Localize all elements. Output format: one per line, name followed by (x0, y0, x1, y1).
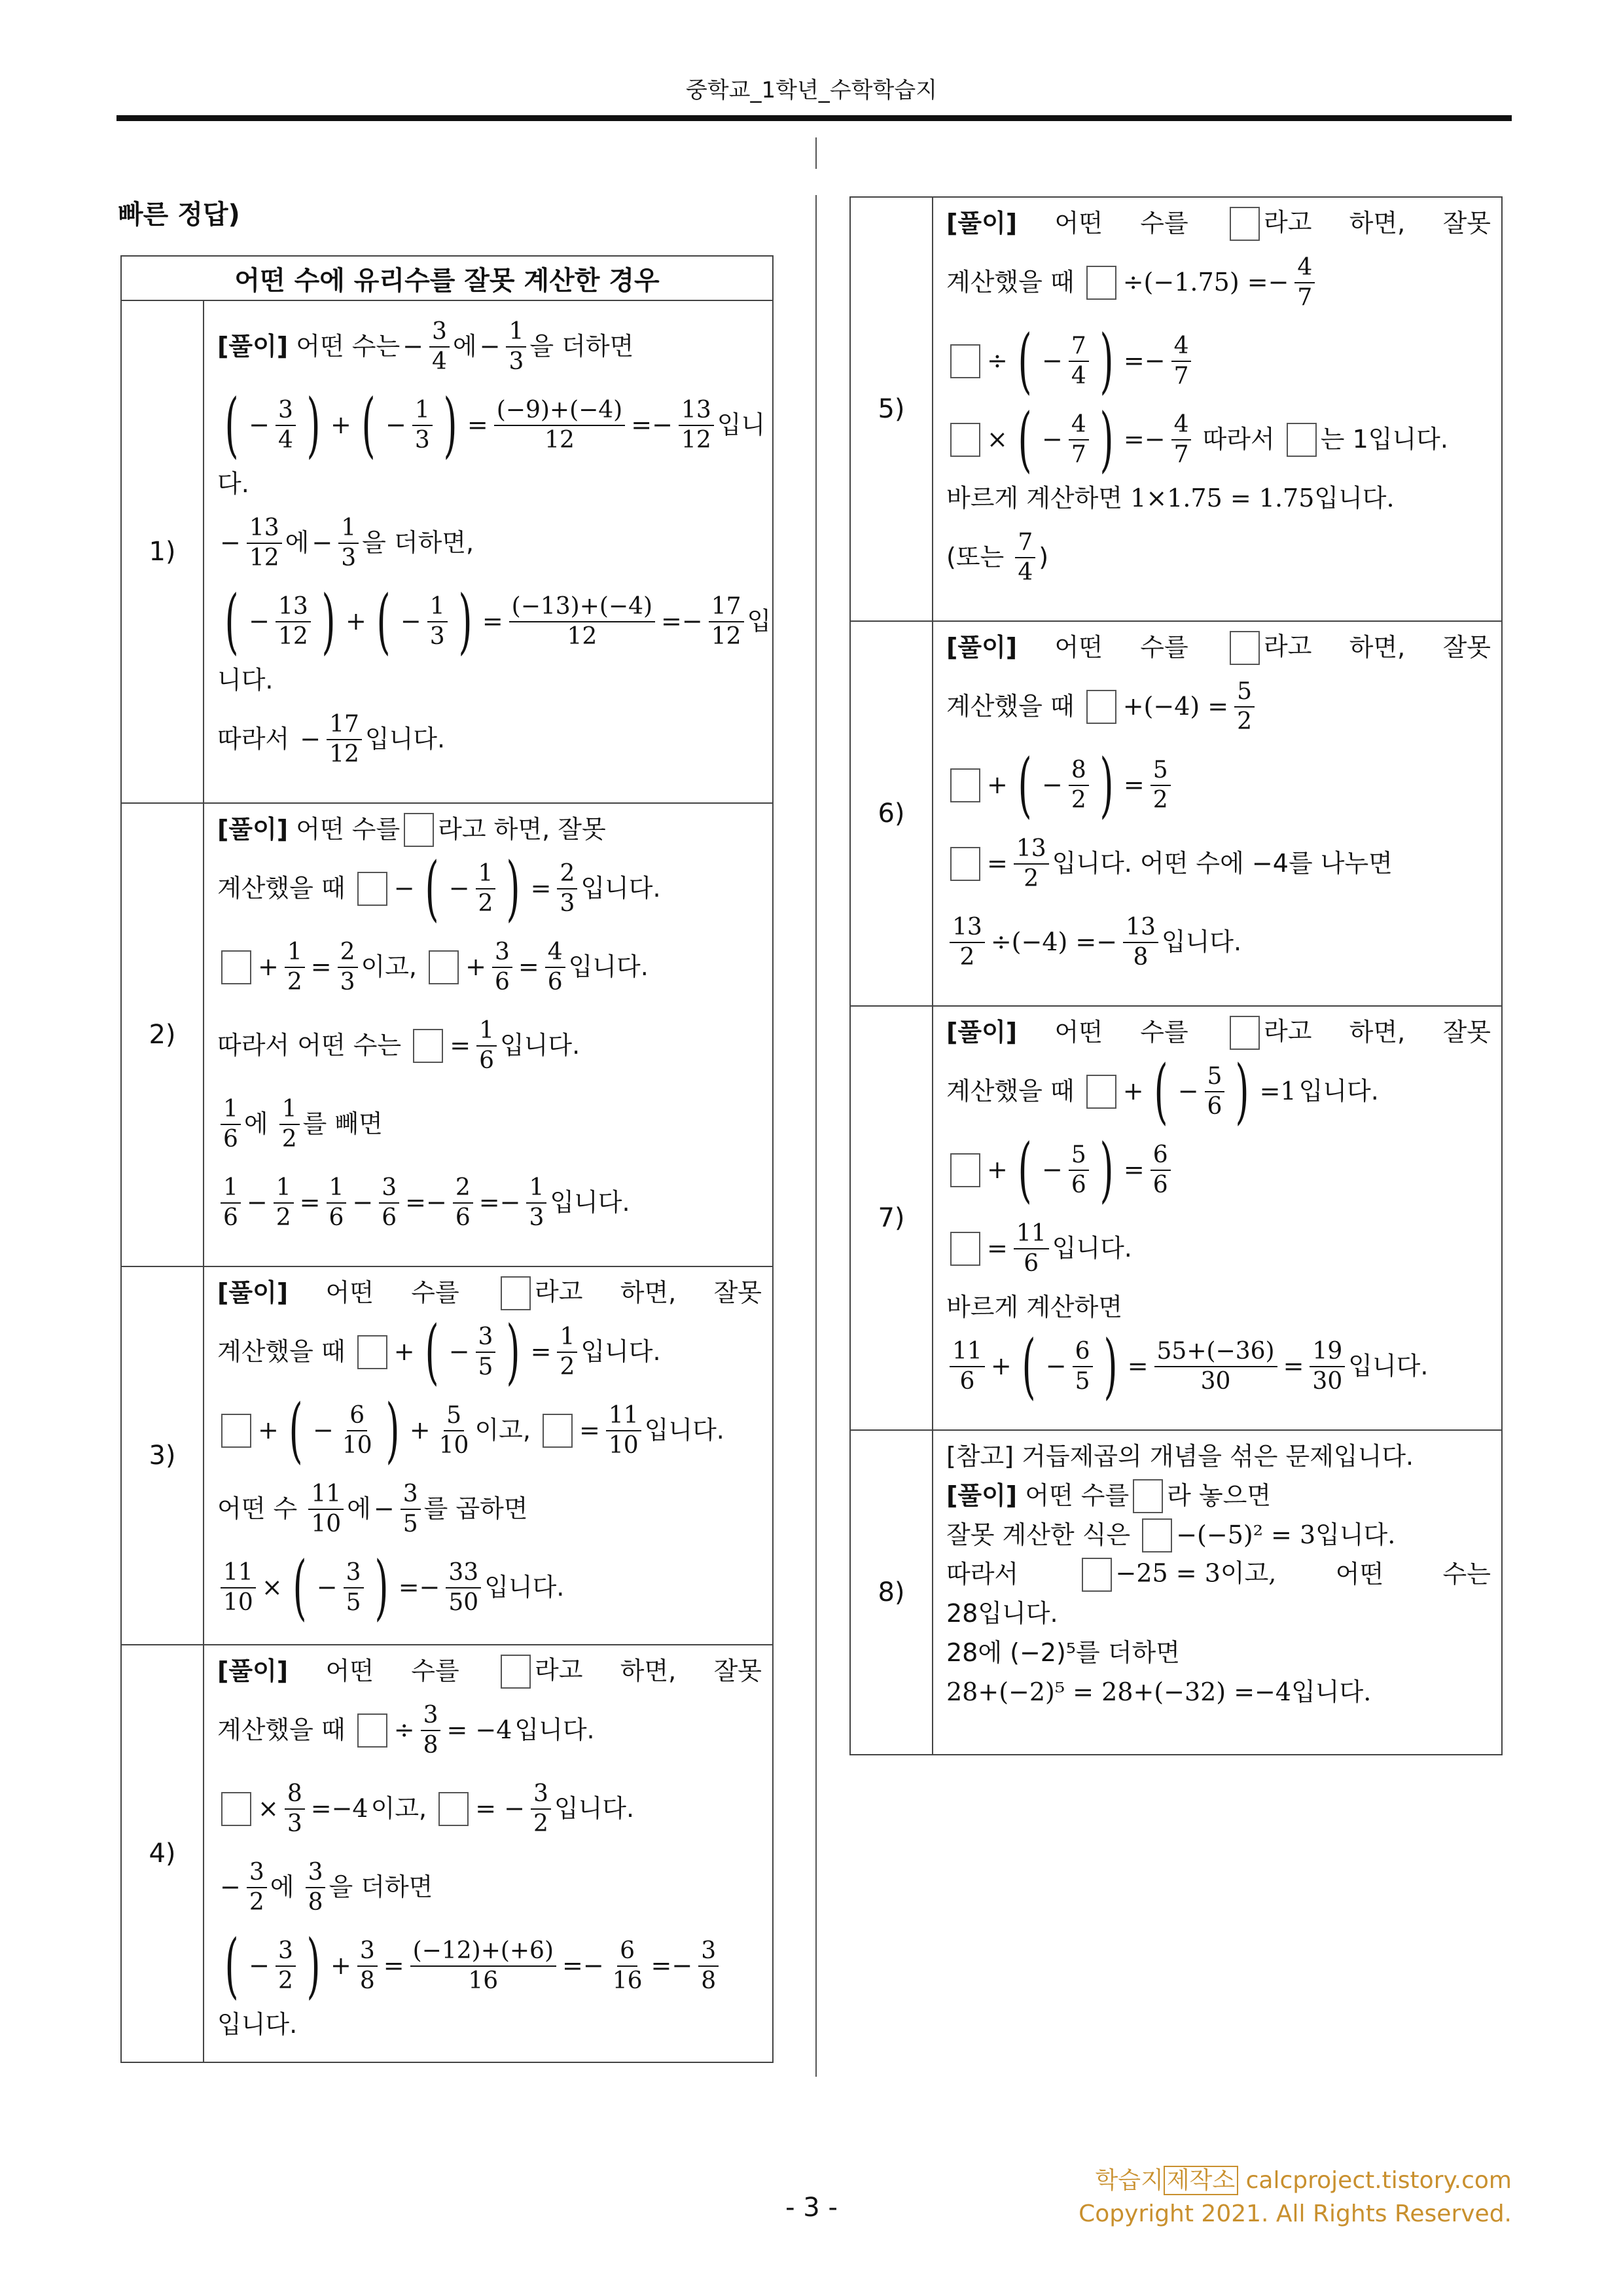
reference-tag: [참고] (946, 1442, 1014, 1471)
solution-line: × ( − $\frac{4}{7}$ ) =− $\frac{4}{7}$ 따라서 는 1입니다. (946, 403, 1501, 476)
solution-line: [풀이] 어떤 수를 라고 하면, 잘못 (946, 631, 1501, 665)
left-table-header: 어떤 수에 유리수를 잘못 계산한 경우 (121, 256, 773, 300)
solution-line: ( − $\frac{13}{12}$ ) + ( − $\frac{1}{3}$ ) = $\frac{(-13)+(-4)}{12}$ =− $\frac{17}{12}$ 입 (224, 580, 772, 662)
solution-line: + ( − $\frac{5}{6}$ ) = $\frac{6}{6}$ (946, 1134, 1501, 1207)
solution-line: ( − $\frac{3}{2}$ ) + $\frac{3}{8}$ = $\frac{(-12)+(+6)}{16}$ =− $\frac{6}{16}$ =− $\frac{3}{8}$ (217, 1929, 772, 2003)
solution-line: 잘못 계산한 식은 −(−5)² = 3입니다. (946, 1518, 1501, 1552)
solution-line: [풀이] 어떤 수를 라고 하면, 잘못 (946, 1016, 1501, 1050)
solution-cell (933, 621, 1502, 1006)
unknown-box (1082, 1558, 1112, 1592)
solution-line: 따라서 어떤 수는 = $\frac{1}{6}$ 입니다. (217, 1017, 580, 1074)
unknown-box (438, 1792, 469, 1826)
solution-line: 계산했을 때 − ( − $\frac{1}{2}$ ) = $\frac{2}{3}$ 입니다. (217, 847, 661, 929)
unknown-box (357, 1335, 387, 1369)
document-header-title: 중학교_1학년_수학학습지 (685, 77, 938, 103)
solution-line: 다. (217, 469, 249, 499)
footer-brand (1096, 2162, 1512, 2195)
problem-number: 6) (850, 621, 933, 1006)
solution-line: 28+(−2)⁵ = 28+(−32) =−4입니다. (946, 1677, 1372, 1707)
solution-line: 계산했을 때 ÷(−1.75) =− $\frac{4}{7}$ (946, 246, 1501, 319)
unknown-box (950, 1232, 980, 1266)
solution-line: [풀이] 어떤 수를 라고 하면, 잘못 (217, 1655, 772, 1689)
solution-line: $\frac{1}{6}$ 에 $\frac{1}{2}$ 를 빼면 (217, 1088, 772, 1161)
problem-row-5 (850, 197, 1502, 621)
unknown-box (950, 423, 980, 457)
unknown-box (1142, 1518, 1172, 1552)
solution-line: [풀이] 어떤 수를 라고 하면, 잘못 (217, 813, 772, 847)
problem-number: 4) (121, 1645, 204, 2062)
right-answer-table (849, 196, 1503, 1755)
brand-highlight: 제작소 (1164, 2166, 1238, 2195)
left-answer-table (120, 255, 774, 2063)
problem-row-6 (850, 621, 1502, 1006)
solution-line: = $\frac{13}{2}$ 입니다. 어떤 수에 −4를 나누면 (946, 827, 1501, 901)
solution-tag: [풀이] (217, 332, 289, 361)
solution-cell (933, 1006, 1502, 1430)
unknown-box (1086, 266, 1116, 300)
solution-line: 계산했을 때 + ( − $\frac{3}{5}$ ) = $\frac{1}{2}$ 입니다. (217, 1310, 661, 1393)
unknown-box (950, 1153, 980, 1187)
unknown-box (1086, 690, 1116, 724)
problem-number: 1) (121, 300, 204, 803)
solution-line: × $\frac{8}{3}$ =−4 이고, = − $\frac{3}{2}$ 입니다. (217, 1772, 772, 1846)
solution-cell (204, 1266, 773, 1645)
solution-line: [풀이] 어떤 수를 라고 하면, 잘못 (217, 1276, 772, 1310)
unknown-box (221, 950, 251, 984)
solution-line: $\frac{1}{6}$ − $\frac{1}{2}$ = $\frac{1}{6}$ − $\frac{3}{6}$ =− $\frac{2}{6}$ =− $\frac{1}{3}$ 입니다. (217, 1166, 772, 1240)
unknown-box (429, 950, 459, 984)
unknown-box (950, 344, 980, 378)
problem-number: 8) (850, 1430, 933, 1755)
solution-cell (204, 803, 773, 1266)
solution-line: 계산했을 때 +(−4) = $\frac{5}{2}$ (946, 670, 1501, 744)
header-rule (116, 115, 1512, 121)
solution-line: [풀이] 어떤 수를 라 놓으면 (946, 1479, 1501, 1513)
solution-line: $\frac{11}{6}$ + ( − $\frac{6}{5}$ ) = $\frac{55+(-36)}{30}$ = $\frac{19}{30}$ 입니다. (946, 1330, 1501, 1403)
solution-line: 바르게 계산하면 (946, 1293, 1123, 1322)
unknown-box (221, 1414, 251, 1448)
solution-line: [풀이] 어떤 수를 라고 하면, 잘못 (946, 207, 1501, 241)
unknown-box (950, 768, 980, 802)
solution-line: ( − $\frac{3}{4}$ ) + ( − $\frac{1}{3}$ ) = $\frac{(-9)+(-4)}{12}$ =− $\frac{13}{12}$ 입니 (224, 384, 766, 466)
problem-row-3 (121, 1266, 773, 1645)
problem-row-4 (121, 1645, 773, 2062)
solution-line: − $\frac{3}{2}$ 에 $\frac{3}{8}$ 을 더하면 (220, 1859, 433, 1916)
unknown-box (501, 1655, 531, 1689)
solution-line: [풀이] 어떤 수는 − $\frac{3}{4}$ 에 − $\frac{1}{3}$ 을 더하면 (217, 318, 634, 375)
solution-cell (204, 300, 773, 803)
solution-line: = $\frac{11}{6}$ 입니다. (946, 1212, 1501, 1285)
solution-line: + ( − $\frac{6}{10}$ ) + $\frac{5}{10}$ 이고, = $\frac{11}{10}$ 입니다. (217, 1394, 772, 1467)
problem-row-8 (850, 1430, 1502, 1755)
quick-answer-label: 빠른 정답) (118, 200, 240, 230)
solution-line: 28입니다. (946, 1599, 1058, 1628)
solution-line: 28에 (−2)⁵를 더하면 (946, 1638, 1180, 1668)
problem-row-1 (121, 300, 773, 803)
solution-line: 니다. (217, 666, 274, 695)
solution-cell (204, 1645, 773, 2062)
unknown-box (950, 847, 980, 881)
footer-site-link[interactable]: calcproject.tistory.com (1245, 2167, 1512, 2194)
solution-line: [참고] 거듭제곱의 개념을 섞은 문제입니다. (946, 1442, 1414, 1471)
footer-copyright: Copyright 2021. All Rights Reserved. (1079, 2200, 1512, 2227)
unknown-box (501, 1276, 531, 1310)
unknown-box (413, 1029, 443, 1063)
unknown-box (221, 1792, 251, 1826)
solution-line: (또는 $\frac{7}{4}$ ) (946, 529, 1049, 586)
solution-line: 따라서 − $\frac{17}{12}$ 입니다. (217, 711, 446, 768)
solution-line: ÷ ( − $\frac{7}{4}$ ) =− $\frac{4}{7}$ (946, 325, 1501, 398)
solution-line: 계산했을 때 ÷ $\frac{3}{8}$ = −4 입니다. (217, 1702, 595, 1759)
solution-line: + ( − $\frac{8}{2}$ ) = $\frac{5}{2}$ (946, 749, 1501, 822)
solution-line: + $\frac{1}{2}$ = $\frac{2}{3}$ 이고, + $\frac{3}{6}$ = $\frac{4}{6}$ 입니다. (217, 931, 772, 1004)
solution-line: 바르게 계산하면 1×1.75 = 1.75입니다. (946, 484, 1395, 513)
problem-number: 3) (121, 1266, 204, 1645)
unknown-box (404, 813, 434, 847)
unknown-box (1230, 1016, 1260, 1050)
unknown-box (543, 1414, 573, 1448)
solution-line: 어떤 수 $\frac{11}{10}$ 에 − $\frac{3}{5}$ 를 곱하면 (217, 1480, 528, 1537)
solution-cell (933, 1430, 1502, 1755)
unknown-box (357, 872, 387, 906)
problem-row-7 (850, 1006, 1502, 1430)
solution-cell (933, 197, 1502, 621)
unknown-box (1230, 631, 1260, 665)
solution-line: − $\frac{13}{12}$ 에 − $\frac{1}{3}$ 을 더하면, (220, 514, 474, 571)
solution-line: $\frac{13}{2}$ ÷(−4) =− $\frac{13}{8}$ 입니다. (946, 906, 1501, 979)
unknown-box (1086, 1075, 1116, 1109)
solution-line: 입니다. (217, 2010, 298, 2039)
solution-line: 따라서 −25 = 3이고, 어떤 수는 (946, 1558, 1501, 1592)
page-number: - 3 - (785, 2193, 838, 2223)
problem-number: 2) (121, 803, 204, 1266)
unknown-box (357, 1713, 387, 1748)
column-divider (815, 195, 817, 2077)
solution-line: $\frac{11}{10}$ × ( − $\frac{3}{5}$ ) =− $\frac{33}{50}$ 입니다. (217, 1551, 772, 1624)
unknown-box (1133, 1479, 1163, 1513)
problem-row-2 (121, 803, 773, 1266)
unknown-box (1287, 423, 1317, 457)
problem-number: 5) (850, 197, 933, 621)
unknown-box (1230, 207, 1260, 241)
solution-line: 계산했을 때 + ( − $\frac{5}{6}$ ) =1 입니다. (946, 1050, 1379, 1132)
problem-number: 7) (850, 1006, 933, 1430)
column-divider-tick (815, 137, 817, 169)
brand-text: 학습지 (1095, 2167, 1164, 2194)
